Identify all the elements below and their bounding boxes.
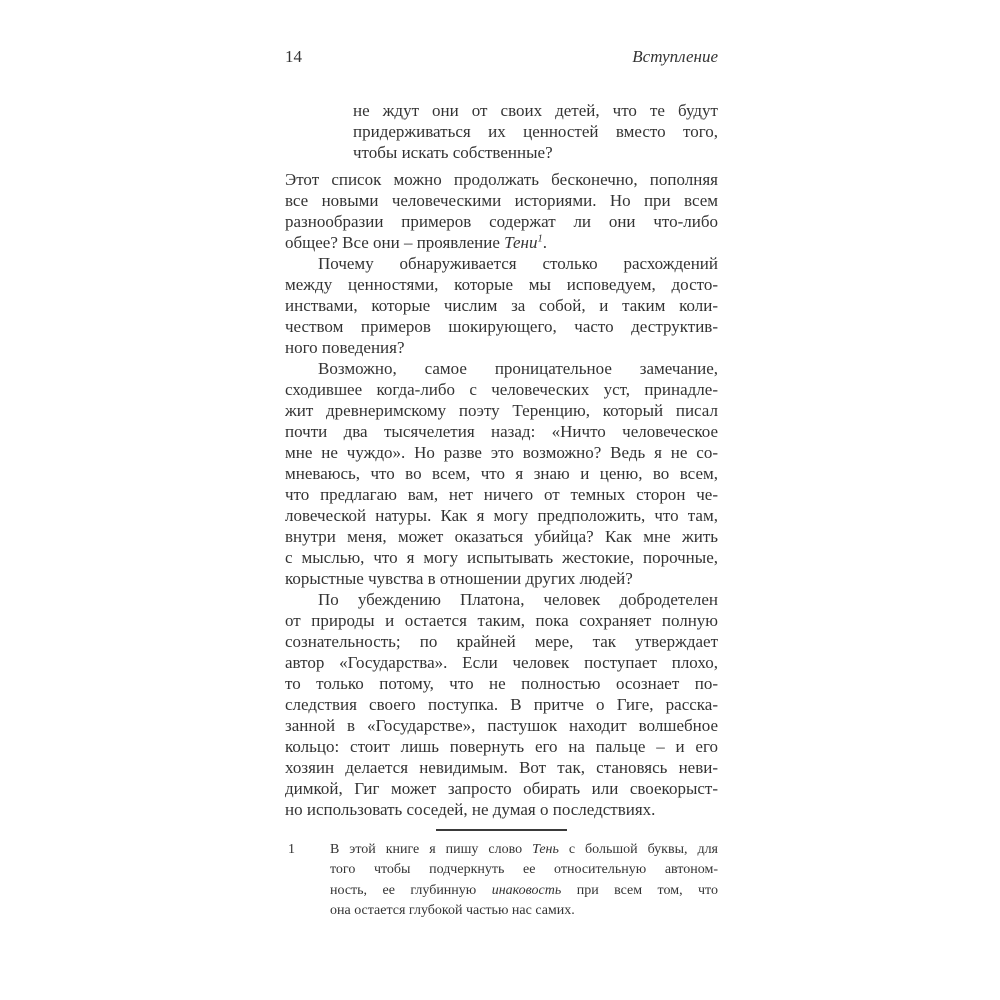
- paragraph: [285, 358, 718, 589]
- text-line: мневаюсь, что во всем, что я знаю и ценю, во всем,: [285, 464, 718, 483]
- text-line: димкой, Гиг может запросто обирать или своекорыст-: [285, 779, 718, 798]
- footnote-lines: [330, 840, 718, 922]
- text-line: того чтобы подчеркнуть ее относительную автоном-: [330, 862, 718, 877]
- footnote: [285, 840, 718, 922]
- text-line: ного поведения?: [285, 338, 405, 357]
- text-line: но использовать соседей, не думая о последствиях.: [285, 800, 656, 819]
- footnote-separator: [436, 829, 567, 831]
- text-line: корыстные чувства в отношении других людей?: [285, 569, 633, 588]
- running-header: Вступление: [632, 47, 718, 66]
- text-line: почти два тысячелетия назад: «Ничто человеческое: [285, 422, 718, 441]
- text-line: Почему обнаруживается столько расхождений: [318, 254, 718, 273]
- page-number: 14: [285, 47, 302, 66]
- text-line: Возможно, самое проницательное замечание,: [318, 359, 718, 378]
- block-quote: [353, 100, 718, 163]
- text-line: чеством примеров шокирующего, часто деструктив-: [285, 317, 718, 336]
- text-line: общее? Все они – проявление Тени$^1$.: [285, 233, 547, 252]
- text-line: следствия своего поступка. В притче о Гиге, расска-: [285, 695, 718, 714]
- text-line: хозяин делается невидимым. Вот так, становясь неви-: [285, 758, 718, 777]
- text-line: с мыслью, что я могу испытывать жестокие, порочные,: [285, 548, 718, 567]
- text-line: от природы и остается таким, пока сохраняет полную: [285, 611, 718, 630]
- page-header: [285, 46, 718, 67]
- body-text: [285, 169, 718, 820]
- text-line: инствами, которые числим за собой, и таким коли-: [285, 296, 718, 315]
- text-line: разнообразии примеров содержат ли они что-либо: [285, 212, 718, 231]
- text-line: сознательность; по крайней мере, так утверждает: [285, 632, 718, 651]
- text-column: [285, 46, 718, 922]
- text-line: придерживаться их ценностей вместо того,: [353, 122, 718, 141]
- text-line: между ценностями, которые мы исповедуем, досто-: [285, 275, 718, 294]
- paragraph: [285, 253, 718, 358]
- text-line: автор «Государства». Если человек поступает плохо,: [285, 653, 718, 672]
- text-line: мне не чуждо». Но разве это возможно? Ведь я не со-: [285, 443, 718, 462]
- text-line: что предлагаю вам, нет ничего от темных сторон че-: [285, 485, 718, 504]
- text-line: ность, ее глубинную инаковость при всем том, что: [330, 882, 718, 898]
- paragraph: [285, 589, 718, 820]
- text-line: чтобы искать собственные?: [353, 143, 553, 162]
- text-line: то только потому, что не полностью осознает по-: [285, 674, 718, 693]
- text-line: сходившее когда-либо с человеческих уст, принадле-: [285, 380, 718, 399]
- text-line: занной в «Государстве», пастушок находит волшебное: [285, 716, 718, 735]
- text-line: ловеческой натуры. Как я могу предположить, что там,: [285, 506, 718, 525]
- text-line: жит древнеримскому поэту Теренцию, который писал: [285, 401, 718, 420]
- text-line: внутри меня, может оказаться убийца? Как мне жить: [285, 527, 718, 546]
- text-line: кольцо: стоит лишь повернуть его на пальце – и его: [285, 737, 718, 756]
- text-line: Этот список можно продолжать бесконечно, пополняя: [285, 170, 718, 189]
- text-line: не ждут они от своих детей, что те будут: [353, 101, 718, 120]
- text-line: она остается глубокой частью нас самих.: [330, 903, 575, 918]
- text-line: все новыми человеческими историями. Но при всем: [285, 191, 718, 210]
- footnote-marker: 1: [288, 841, 295, 857]
- paragraph: [285, 169, 718, 253]
- text-line: По убеждению Платона, человек добродетелен: [318, 590, 718, 609]
- text-line: В этой книге я пишу слово Тень с большой буквы, для: [330, 841, 718, 857]
